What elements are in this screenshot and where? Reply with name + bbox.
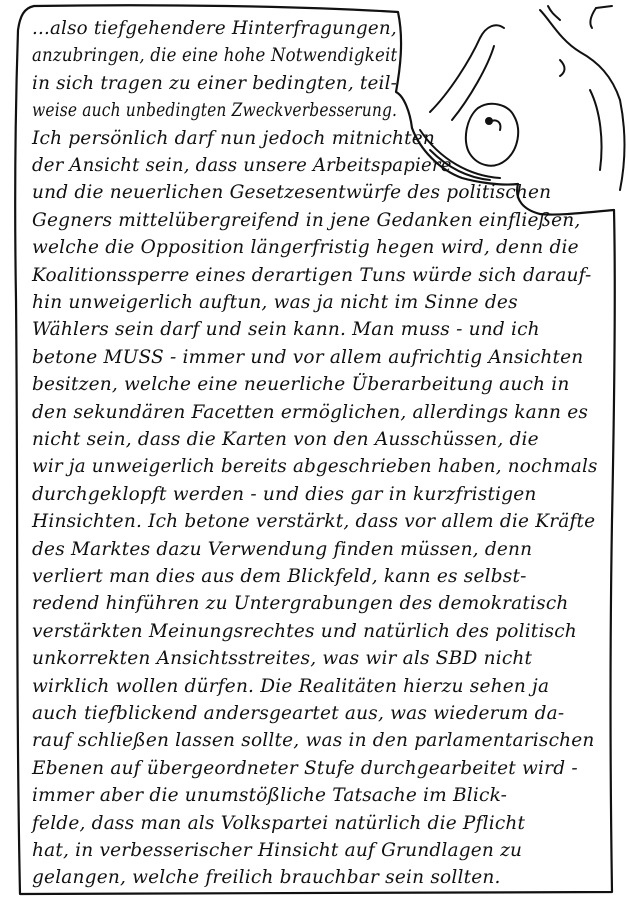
speech-line: Wählers sein darf und sein kann. Man muss - und ich <box>32 319 540 341</box>
speech-line: besitzen, welche eine neuerliche Überarbeitung auch in <box>32 374 570 396</box>
speech-line: wirklich wollen dürfen. Die Realitäten hierzu sehen ja <box>32 675 550 697</box>
speech-text <box>32 18 602 890</box>
speech-line: anzubringen, die eine hohe Notwendigkeit <box>32 45 398 67</box>
speech-line: durchgeklopft werden - und dies gar in kurzfristigen <box>32 483 537 505</box>
speech-line: Gegners mittelübergreifend in jene Gedanken einfließen, <box>32 209 581 231</box>
speech-line: redend hinführen zu Untergrabungen des demokratisch <box>32 593 569 615</box>
speech-line: der Ansicht sein, dass unsere Arbeitspapiere <box>32 155 452 176</box>
speech-line: des Marktes dazu Verwendung finden müssen, denn <box>32 538 533 560</box>
speech-line: in sich tragen zu einer bedingten, teil- <box>32 72 398 94</box>
speech-line: den sekundären Facetten ermöglichen, allerdings kann es <box>32 401 589 423</box>
speech-line: und die neuerlichen Gesetzesentwürfe des politischen <box>32 182 552 204</box>
speech-line: Ich persönlich darf nun jedoch mitnichten <box>32 127 436 149</box>
speech-line: hat, in verbesserischer Hinsicht auf Grundlagen zu <box>32 840 523 861</box>
speech-line: hin unweigerlich auftun, was ja nicht im Sinne des <box>32 292 518 313</box>
speech-line: weise auch unbedingten Zweckverbesserung. <box>32 100 398 122</box>
speech-line: auch tiefblickend andersgeartet aus, was wiederum da- <box>32 703 565 724</box>
speech-line: betone MUSS - immer und vor allem aufrichtig Ansichten <box>32 346 584 368</box>
speech-line: immer aber die unumstößliche Tatsache im Blick- <box>32 785 508 807</box>
speech-line: wir ja unweigerlich bereits abgeschrieben haben, nochmals <box>32 456 598 478</box>
speech-line: unkorrekten Ansichtsstreites, was wir als SBD nicht <box>32 648 533 670</box>
speech-line: Koalitionssperre eines derartigen Tuns würde sich darauf- <box>32 264 592 286</box>
speech-line: verstärkten Meinungsrechtes und natürlich des politisch <box>32 620 577 642</box>
speech-line: gelangen, welche freilich brauchbar sein sollten. <box>32 867 501 889</box>
speech-line: Ebenen auf übergeordneter Stufe durchgearbeitet wird - <box>32 757 578 779</box>
speech-line: rauf schließen lassen sollte, was in den parlamentarischen <box>32 730 595 752</box>
speech-line: Hinsichten. Ich betone verstärkt, dass vor allem die Kräfte <box>32 511 596 533</box>
speech-line: nicht sein, dass die Karten von den Ausschüssen, die <box>32 429 539 450</box>
speech-line: verliert man dies aus dem Blickfeld, kann es selbst- <box>32 566 527 587</box>
speech-line: felde, dass man als Volkspartei natürlich die Pflicht <box>32 812 526 834</box>
speech-line: ...also tiefgehendere Hinterfragungen, <box>32 18 397 39</box>
speech-line: welche die Opposition längerfristig hegen wird, denn die <box>32 237 579 259</box>
